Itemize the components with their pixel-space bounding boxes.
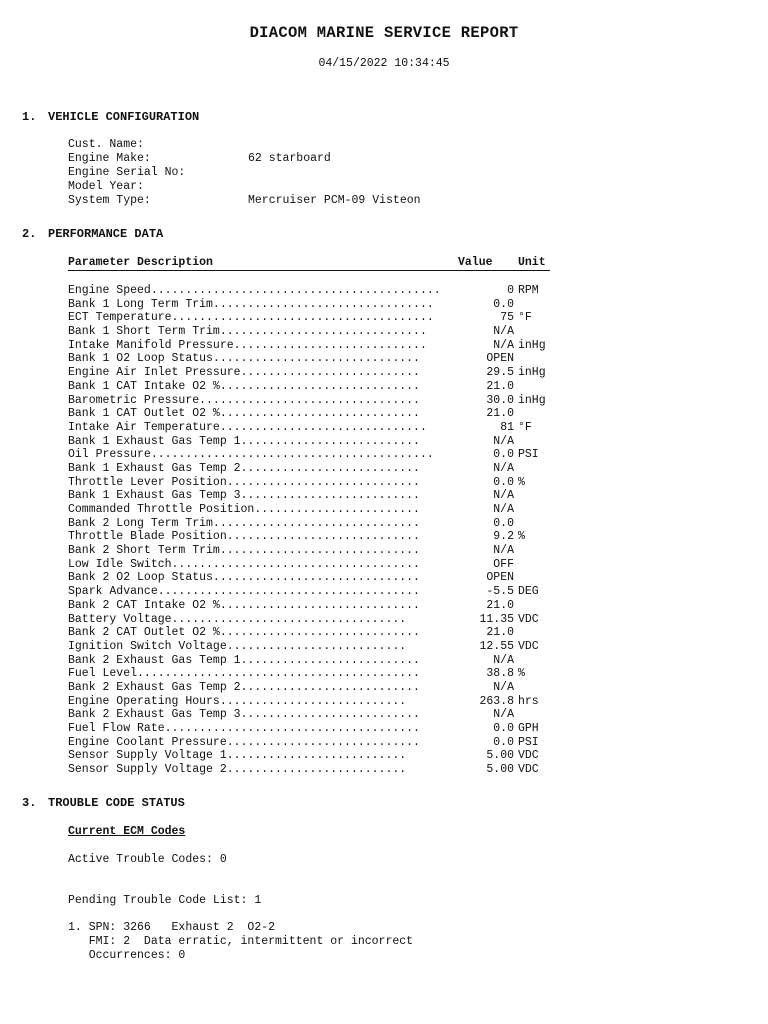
config-label: Cust. Name: [68, 138, 144, 151]
parameter-unit: % [518, 667, 525, 681]
parameter-value: N/A [493, 680, 514, 694]
parameter-value: 5.00 [486, 763, 514, 777]
parameter-value: 21.0 [486, 626, 514, 640]
section-title: VEHICLE CONFIGURATION [48, 110, 200, 124]
parameter-value: N/A [493, 708, 514, 722]
config-row [68, 152, 331, 165]
parameter-unit: % [518, 530, 525, 544]
parameter-value: 0.0 [493, 516, 514, 530]
table-row [68, 325, 568, 339]
parameter-description: Engine Operating Hours........................... [68, 694, 407, 708]
config-row [68, 138, 248, 151]
parameter-description: Bank 2 Exhaust Gas Temp 2.......................... [68, 680, 420, 694]
table-row [68, 394, 568, 408]
parameter-unit: inHg [518, 393, 546, 407]
parameter-value: 0.0 [493, 448, 514, 462]
parameter-unit: PSI [518, 735, 539, 749]
table-row [68, 640, 568, 654]
parameter-value: 0.0 [493, 722, 514, 735]
table-row [68, 339, 568, 353]
parameter-description: Bank 2 Exhaust Gas Temp 1.......................... [68, 653, 420, 667]
report-title: DIACOM MARINE SERVICE REPORT [249, 24, 519, 42]
parameter-value: 0.0 [493, 297, 514, 311]
parameter-description: Barometric Pressure................................ [68, 393, 420, 407]
parameter-description: Bank 2 Exhaust Gas Temp 3.......................... [68, 708, 420, 722]
performance-data-rows [68, 284, 568, 777]
config-label: Engine Serial No: [68, 166, 186, 179]
parameter-value: 0.0 [493, 475, 514, 489]
config-row [68, 180, 248, 193]
table-row [68, 722, 568, 736]
config-label: Engine Make: [68, 152, 151, 165]
parameter-description: Intake Manifold Pressure............................ [68, 338, 427, 352]
parameter-description: Throttle Lever Position............................ [68, 475, 420, 489]
section-number: 1. [22, 110, 37, 124]
table-row [68, 503, 568, 517]
parameter-value: 0.0 [493, 735, 514, 749]
table-row [68, 654, 568, 668]
config-label: Model Year: [68, 180, 144, 193]
parameter-unit: RPM [518, 284, 539, 297]
table-row [68, 571, 568, 585]
section-title: PERFORMANCE DATA [48, 227, 164, 241]
trouble-code-fmi: FMI: 2 Data erratic, intermittent or incorrect [68, 935, 414, 948]
section-performance-data [22, 227, 163, 241]
parameter-unit: °F [518, 311, 532, 325]
parameter-unit: °F [518, 420, 532, 434]
header-value: Value [458, 256, 493, 269]
table-row [68, 284, 568, 298]
table-row [68, 448, 568, 462]
table-row [68, 667, 568, 681]
table-row [68, 298, 568, 312]
parameter-unit: VDC [518, 749, 539, 763]
parameter-value: 21.0 [486, 407, 514, 421]
parameter-description: Commanded Throttle Position........................ [68, 503, 420, 516]
parameter-description: Fuel Flow Rate..................................... [68, 722, 420, 735]
parameter-description: Engine Coolant Pressure............................ [68, 735, 420, 749]
config-row [68, 166, 248, 179]
table-row [68, 749, 568, 763]
parameter-value: 29.5 [486, 366, 514, 380]
header-unit: Unit [518, 256, 546, 269]
trouble-code-occurrences: Occurrences: 0 [68, 949, 186, 962]
parameter-description: Fuel Level......................................... [68, 667, 420, 681]
table-row [68, 366, 568, 380]
parameter-value: 9.2 [493, 530, 514, 544]
parameter-description: Bank 2 CAT Intake O2 %............................. [68, 598, 420, 612]
parameter-description: Engine Air Inlet Pressure.......................... [68, 366, 420, 380]
table-row [68, 435, 568, 449]
parameter-value: 81 [500, 420, 514, 434]
table-row [68, 599, 568, 613]
table-row [68, 476, 568, 490]
parameter-value: N/A [493, 434, 514, 448]
parameter-unit: VDC [518, 763, 539, 777]
parameter-description: Bank 1 Long Term Trim................................ [68, 297, 434, 311]
section-vehicle-configuration [22, 110, 199, 124]
parameter-value: 0 [507, 284, 514, 297]
parameter-unit: DEG [518, 585, 539, 599]
parameter-value: 21.0 [486, 379, 514, 393]
parameter-description: Bank 2 Long Term Trim.............................. [68, 516, 420, 530]
table-row [68, 462, 568, 476]
parameter-value: N/A [493, 503, 514, 516]
section-number: 3. [22, 796, 37, 810]
parameter-value: 38.8 [486, 667, 514, 681]
table-row [68, 763, 568, 777]
parameter-unit: PSI [518, 448, 539, 462]
parameter-value: 12.55 [479, 639, 514, 653]
table-row [68, 352, 568, 366]
table-row [68, 558, 568, 572]
parameter-value: N/A [493, 653, 514, 667]
config-row [68, 194, 421, 207]
table-row [68, 489, 568, 503]
parameter-value: 11.35 [479, 612, 514, 626]
parameter-description: Bank 1 Exhaust Gas Temp 1.......................... [68, 434, 420, 448]
parameter-description: Bank 1 CAT Intake O2 %............................. [68, 379, 420, 393]
parameter-description: Bank 2 CAT Outlet O2 %............................. [68, 626, 420, 640]
parameter-description: Oil Pressure......................................... [68, 448, 434, 462]
table-row [68, 311, 568, 325]
table-header [68, 256, 550, 271]
parameter-description: Throttle Blade Position............................ [68, 530, 420, 544]
parameter-value: N/A [493, 544, 514, 558]
section-number: 2. [22, 227, 37, 241]
table-row [68, 530, 568, 544]
parameter-unit: GPH [518, 722, 539, 735]
parameter-value: -5.5 [486, 585, 514, 599]
parameter-description: Spark Advance...................................... [68, 585, 420, 599]
parameter-description: Bank 2 Short Term Trim............................. [68, 544, 420, 558]
parameter-value: OPEN [486, 571, 514, 585]
parameter-value: OFF [493, 557, 514, 571]
parameter-description: Bank 1 CAT Outlet O2 %............................. [68, 407, 420, 421]
parameter-value: OPEN [486, 352, 514, 366]
parameter-description: ECT Temperature...................................... [68, 311, 434, 325]
parameter-description: Sensor Supply Voltage 1.......................... [68, 749, 407, 763]
parameter-unit: VDC [518, 639, 539, 653]
config-value: 62 starboard [248, 152, 331, 165]
parameter-value: 263.8 [479, 694, 514, 708]
table-row [68, 585, 568, 599]
parameter-value: N/A [493, 489, 514, 503]
parameter-unit: inHg [518, 338, 546, 352]
parameter-value: 21.0 [486, 598, 514, 612]
parameter-value: 30.0 [486, 393, 514, 407]
parameter-description: Bank 1 Exhaust Gas Temp 3.......................... [68, 489, 420, 503]
parameter-unit: inHg [518, 366, 546, 380]
section-trouble-code-status [22, 796, 185, 810]
parameter-description: Low Idle Switch.................................... [68, 557, 420, 571]
table-row [68, 695, 568, 709]
table-row [68, 517, 568, 531]
parameter-unit: hrs [518, 694, 539, 708]
parameter-unit: VDC [518, 612, 539, 626]
parameter-description: Bank 1 O2 Loop Status.............................. [68, 352, 420, 366]
config-label: System Type: [68, 194, 151, 207]
parameter-value: N/A [493, 461, 514, 475]
parameter-description: Bank 1 Exhaust Gas Temp 2.......................... [68, 461, 420, 475]
section-title: TROUBLE CODE STATUS [48, 796, 185, 810]
table-row [68, 613, 568, 627]
parameter-description: Bank 1 Short Term Trim.............................. [68, 325, 427, 339]
parameter-description: Ignition Switch Voltage.......................... [68, 639, 407, 653]
parameter-description: Bank 2 O2 Loop Status.............................. [68, 571, 420, 585]
parameter-description: Sensor Supply Voltage 2.......................... [68, 763, 407, 777]
table-row [68, 681, 568, 695]
active-trouble-codes: Active Trouble Codes: 0 [68, 853, 227, 866]
table-row [68, 380, 568, 394]
parameter-value: 75 [500, 311, 514, 325]
trouble-code-spn: 1. SPN: 3266 Exhaust 2 O2-2 [68, 921, 276, 934]
parameter-description: Battery Voltage.................................. [68, 612, 407, 626]
table-row [68, 544, 568, 558]
report-datetime: 04/15/2022 10:34:45 [318, 57, 450, 70]
table-row [68, 421, 568, 435]
parameter-description: Engine Speed.......................................... [68, 284, 441, 297]
table-row [68, 407, 568, 421]
table-row [68, 626, 568, 640]
pending-trouble-code-list: Pending Trouble Code List: 1 [68, 894, 262, 907]
parameter-unit: % [518, 475, 525, 489]
parameter-value: N/A [493, 338, 514, 352]
current-ecm-codes-heading: Current ECM Codes [68, 825, 186, 838]
table-row [68, 708, 568, 722]
parameter-description: Intake Air Temperature.............................. [68, 420, 427, 434]
header-parameter-description: Parameter Description [68, 256, 213, 269]
table-row [68, 736, 568, 750]
config-value: Mercruiser PCM-09 Visteon [248, 194, 421, 207]
parameter-value: N/A [493, 325, 514, 339]
parameter-value: 5.00 [486, 749, 514, 763]
